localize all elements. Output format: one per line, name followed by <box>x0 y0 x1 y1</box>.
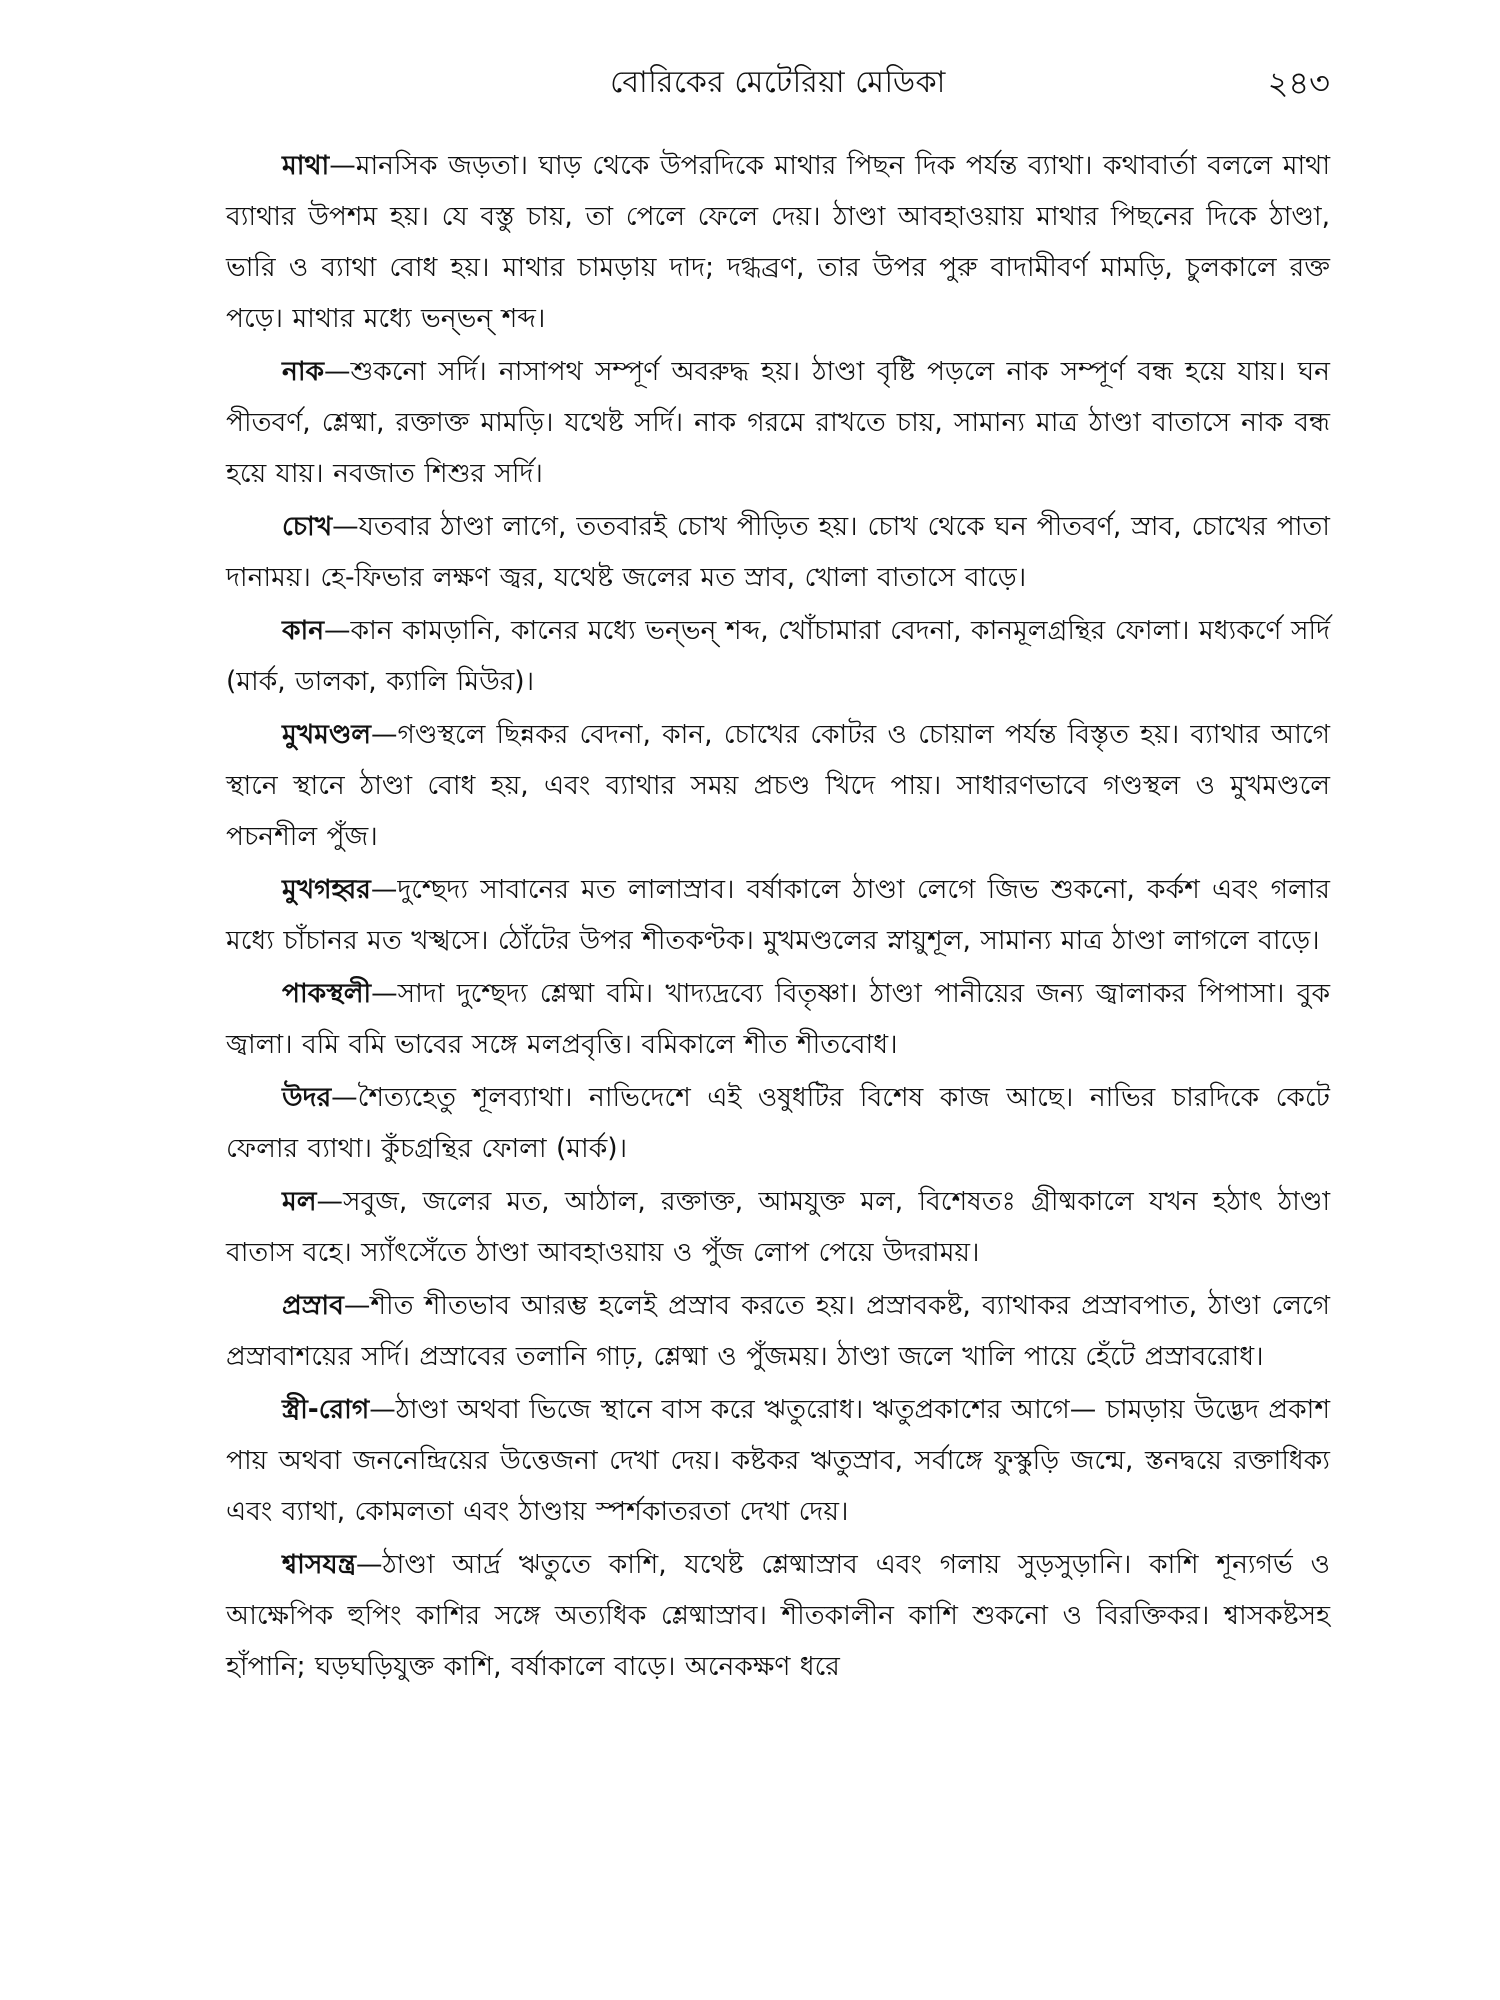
section-heading: চোখ <box>282 511 333 542</box>
section-text: —কান কামড়ানি, কানের মধ্যে ভন্ভন্ শব্দ, খোঁচামারা বেদনা, কানমূলগ্রন্থির ফোলা। মধ্যকর্ণে সর্দি (মার্ক, ডালকা, ক্যালি মিউর)। <box>226 615 1330 697</box>
section-eyes <box>226 501 1330 603</box>
section-text: —সবুজ, জলের মত, আঠাল, রক্তাক্ত, আমযুক্ত মল, বিশেষতঃ গ্রীষ্মকালে যখন হঠাৎ ঠাণ্ডা বাতাস বহে। স্যাঁৎসেঁতে ঠাণ্ডা আবহাওয়ায় ও পুঁজ লোপ পেয়ে উদরাময়। <box>226 1186 1330 1268</box>
section-text: —মানসিক জড়তা। ঘাড় থেকে উপরদিকে মাথার পিছন দিক পর্যন্ত ব্যাথা। কথাবার্তা বললে মাথা ব্যাথার উপশম হয়। যে বস্তু চায়, তা পেলে ফেলে দেয়। ঠাণ্ডা আবহাওয়ায় মাথার পিছনের দিকে ঠাণ্ডা, ভারি ও ব্যাথা বোধ হয়। মাথার চামড়ায় দাদ; দগ্ধব্রণ, তার উপর পুরু বাদামীবর্ণ মামড়ি, চুলকালে রক্ত পড়ে। মাথার মধ্যে ভন্ভন্ শব্দ। <box>226 150 1330 334</box>
section-text: —যতবার ঠাণ্ডা লাগে, ততবারই চোখ পীড়িত হয়। চোখ থেকে ঘন পীতবর্ণ, স্রাব, চোখের পাতা দানাময়। হে-ফিভার লক্ষণ জ্বর, যথেষ্ট জলের মত স্রাব, খোলা বাতাসে বাড়ে। <box>226 511 1330 593</box>
section-heading: নাক <box>282 356 325 387</box>
section-text: —গণ্ডস্থলে ছিন্নকর বেদনা, কান, চোখের কোটর ও চোয়াল পর্যন্ত বিস্তৃত হয়। ব্যাথার আগে স্থানে স্থানে ঠাণ্ডা বোধ হয়, এবং ব্যাথার সময় প্রচণ্ড খিদে পায়। সাধারণভাবে গণ্ডস্থল ও মুখমণ্ডলে পচনশীল পুঁজ। <box>226 719 1330 852</box>
section-female <box>226 1384 1330 1537</box>
section-stool <box>226 1176 1330 1278</box>
section-heading: মুখমণ্ডল <box>282 719 372 750</box>
section-text: —শুকনো সর্দি। নাসাপথ সম্পূর্ণ অবরুদ্ধ হয়। ঠাণ্ডা বৃষ্টি পড়লে নাক সম্পূর্ণ বন্ধ হয়ে যায়। ঘন পীতবর্ণ, শ্লেষ্মা, রক্তাক্ত মামড়ি। যথেষ্ট সর্দি। নাক গরমে রাখতে চায়, সামান্য মাত্র ঠাণ্ডা বাতাসে নাক বন্ধ হয়ে যায়। নবজাত শিশুর সর্দি। <box>226 356 1330 489</box>
section-heading: কান <box>282 615 325 646</box>
section-heading: মাথা <box>282 150 330 181</box>
page-number: ২৪৩ <box>1267 64 1330 102</box>
section-urine <box>226 1280 1330 1382</box>
section-heading: উদর <box>282 1082 332 1113</box>
section-heading: পাকস্থলী <box>282 978 372 1009</box>
section-heading: মুখগহ্বর <box>282 874 371 905</box>
section-heading: স্ত্রী-রোগ <box>282 1394 370 1425</box>
section-text: —দুশ্ছেদ্য সাবানের মত লালাস্রাব। বর্ষাকালে ঠাণ্ডা লেগে জিভ শুকনো, কর্কশ এবং গলার মধ্যে চাঁচানর মত খস্খসে। ঠোঁটের উপর শীতকণ্টক। মুখমণ্ডলের স্নায়ুশূল, সামান্য মাত্র ঠাণ্ডা লাগলে বাড়ে। <box>226 874 1330 956</box>
section-text: —সাদা দুশ্ছেদ্য শ্লেষ্মা বমি। খাদ্যদ্রব্যে বিতৃষ্ণা। ঠাণ্ডা পানীয়ের জন্য জ্বালাকর পিপাসা। বুক জ্বালা। বমি বমি ভাবের সঙ্গে মলপ্রবৃত্তি। বমিকালে শীত শীতবোধ। <box>226 978 1330 1060</box>
running-title: বোরিকের মেটেরিয়া মেডিকা <box>610 65 946 100</box>
section-abdomen <box>226 1072 1330 1174</box>
section-text: —ঠাণ্ডা অথবা ভিজে স্থানে বাস করে ঋতুরোধ। ঋতুপ্রকাশের আগে— চামড়ায় উদ্ভেদ প্রকাশ পায় অথবা জননেন্দ্রিয়ের উত্তেজনা দেখা দেয়। কষ্টকর ঋতুস্রাব, সর্বাঙ্গে ফুস্কুড়ি জন্মে, স্তনদ্বয়ে রক্তাধিক্য এবং ব্যাথা, কোমলতা এবং ঠাণ্ডায় স্পর্শকাতরতা দেখা দেয়। <box>226 1394 1330 1527</box>
section-heading: প্রস্রাব <box>282 1290 344 1321</box>
section-nose <box>226 346 1330 499</box>
section-heading: মল <box>282 1186 317 1217</box>
section-stomach <box>226 968 1330 1070</box>
section-face <box>226 709 1330 862</box>
page-header <box>226 58 1330 114</box>
section-head <box>226 140 1330 344</box>
section-heading: শ্বাসযন্ত্র <box>282 1549 356 1580</box>
section-ears <box>226 605 1330 707</box>
section-text: —ঠাণ্ডা আর্দ্র ঋতুতে কাশি, যথেষ্ট শ্লেষ্মাস্রাব এবং গলায় সুড়সুড়ানি। কাশি শূন্যগর্ভ ও আক্ষেপিক হুপিং কাশির সঙ্গে অত্যধিক শ্লেষ্মাস্রাব। শীতকালীন কাশি শুকনো ও বিরক্তিকর। শ্বাসকষ্টসহ হাঁপানি; ঘড়ঘড়িযুক্ত কাশি, বর্ষাকালে বাড়ে। অনেকক্ষণ ধরে <box>226 1549 1330 1682</box>
section-mouth <box>226 864 1330 966</box>
section-respiratory <box>226 1539 1330 1692</box>
section-text: —শীত শীতভাব আরম্ভ হলেই প্রস্রাব করতে হয়। প্রস্রাবকষ্ট, ব্যাথাকর প্রস্রাবপাত, ঠাণ্ডা লেগে প্রস্রাবাশয়ের সর্দি। প্রস্রাবের তলানি গাঢ়, শ্লেষ্মা ও পুঁজময়। ঠাণ্ডা জলে খালি পায়ে হেঁটে প্রস্রাবরোধ। <box>226 1290 1330 1372</box>
section-text: —শৈত্যহেতু শূলব্যাথা। নাভিদেশে এই ওষুধটির বিশেষ কাজ আছে। নাভির চারদিকে কেটে ফেলার ব্যাথা। কুঁচগ্রন্থির ফোলা (মার্ক)। <box>226 1082 1330 1164</box>
body-text <box>226 140 1330 1692</box>
